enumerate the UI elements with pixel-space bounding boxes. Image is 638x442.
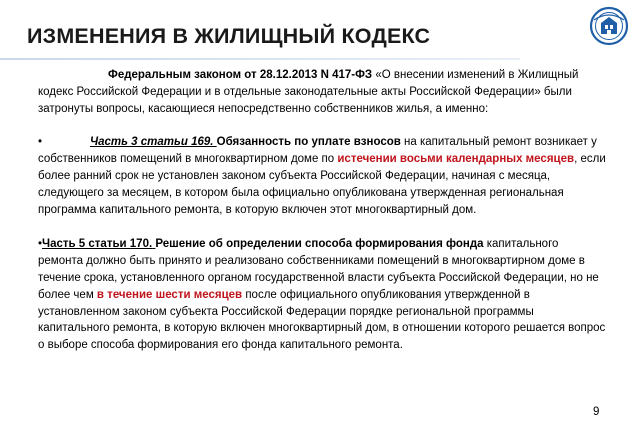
item2-heading: Решение об определении способа формирования фонда [155, 238, 484, 251]
slide-title: ИЗМЕНЕНИЯ В ЖИЛИЩНЫЙ КОДЕКС [27, 24, 431, 48]
bullet-2: • [38, 238, 43, 251]
item1-text-b: , если более ранний срок не установлен законом субъекта Российской Федерации, начиная с месяца, следующего за месяцем, в котором была официально опубликована утвержденная региональная программа капитального ремонта, в которую включен этот многоквартирный дом. [38, 153, 606, 216]
item2-highlight: в течение шести месяцев [96, 288, 243, 301]
item1-text-a: на капитальный ремонт возникает у собственников помещений в многоквартирном доме по [38, 136, 597, 166]
slide-body [38, 67, 606, 354]
article-ref-170: Часть 5 статьи 170. [42, 238, 153, 251]
list-item-2 [38, 236, 606, 354]
item1-highlight: истечении восьми календарных месяцев [337, 153, 575, 166]
item2-text-a: капитального ремонта должно быть принято и реализовано собственниками помещений в многоквартирном доме в течение срока, установленного органом государственной власти субъекта Российской Федерации, но не более чем [38, 238, 599, 301]
article-ref-169: Часть 3 статьи 169. [90, 136, 214, 149]
emblem-icon [588, 6, 630, 46]
item2-text-b: после официального опубликования утвержденной в установленном законом субъекта Российской Федерации порядке региональной программы капитального ремонта, в которую включен многоквартирный дом, в отношении которого решается вопрос о выборе способа формирования его фонда капитального ремонта. [38, 288, 606, 352]
list-item-1 [38, 134, 606, 218]
page-number: 9 [593, 406, 600, 418]
intro-text: «О внесении изменений в Жилищный кодекс Российской Федерации и в отдельные законодательные акты Российской Федерации» были затронуты вопросы, касающиеся непосредственно собственников жилья, а именно: [38, 69, 579, 115]
law-reference: Федеральным законом от 28.12.2013 N 417-ФЗ [108, 69, 373, 81]
title-divider [0, 58, 520, 60]
item1-heading: Обязанность по уплате взносов [216, 136, 401, 149]
intro-paragraph [38, 67, 606, 117]
bullet-1: • [38, 136, 43, 149]
